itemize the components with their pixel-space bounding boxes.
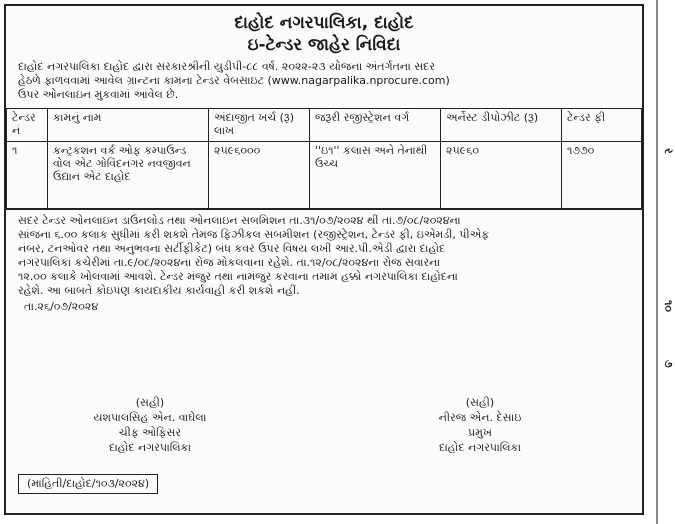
cell-tender-no: ૧ xyxy=(7,142,48,209)
cell-registration: ''ઇ૧'' કલાસ અને તેનાથી ઉચ્ચ xyxy=(310,142,441,209)
col-header-registration: જરૂરી રજીસ્ટ્રેશન વર્ગ xyxy=(310,109,441,142)
adjacent-column-fragment xyxy=(662,0,675,524)
signature-mark: (સહી) xyxy=(135,396,165,409)
cell-earnest-deposit: ૨૫૯૬૦ xyxy=(441,142,562,209)
signature-mark: (સહી) xyxy=(465,396,495,409)
terms-line: નંબર, ટનઓવર તથા અનુભવના સર્ટીફીકેટ) બંધ કવર ઉપર વિષય લખી આર.પી.એડી દ્વારા દાહોદ xyxy=(18,242,446,255)
signatory-chief-officer xyxy=(60,395,240,455)
terms-line: સદર ટેન્ડર ઓનલાઇન ડાઉનલોડ તથા ઓનલાઇન સબમિશન તા.૩૧/૦૭/૨૦૨૪ થી તા.૭/૦૮/૨૦૨૪ના xyxy=(18,214,461,227)
fragment-text: ર xyxy=(662,148,675,154)
terms-paragraph xyxy=(6,209,642,298)
signatory-office: દાહોદ નગરપાલિકા xyxy=(438,441,522,454)
fragment-text: ૧૦ xyxy=(662,300,675,313)
notice-subtitle: ઇ-ટેન્ડર જાહેર નિવિદા xyxy=(247,35,401,55)
col-header-estimate: અંદાજીત ખર્ચ (રૂ) લાખ xyxy=(209,109,310,142)
cell-work-name: કન્ટ્રકશન વર્ક ઓફ કમ્પાઉન્ડ વોલ એટ ગોવિંદનગર નવજીવન ઉદ્યાન એટ દાહોદ xyxy=(48,142,209,209)
reference-number: (માહિતી/દાહોદ/૧૦૩/૨૦૨૪) xyxy=(18,474,158,494)
intro-paragraph xyxy=(6,56,642,102)
terms-line: રહેશે. આ બાબતે કોઇપણ કાયદાકીય કાર્યવાહી કરી શકશે નહીં. xyxy=(18,284,300,297)
tender-table xyxy=(6,108,642,209)
col-header-earnest-deposit: અર્નેસ્ટ ડીપોઝીટ (રૂ) xyxy=(441,109,562,142)
intro-line: હેઠળે ફાળવવામાં આવેલ ગ્રાન્ટના કામના ટેન્ડર વેબસાઇટ (www.nagarpalika.nprocure.com) xyxy=(18,74,450,87)
signatory-name: યશપાલસિહ એન. વાઘેલા xyxy=(93,411,207,424)
signatory-president xyxy=(390,395,570,455)
signatory-office: દાહોદ નગરપાલિકા xyxy=(108,441,192,454)
table-header-row xyxy=(7,109,642,142)
signatory-name: નીરજ એન. દેસાઇ xyxy=(438,411,522,424)
terms-line: સાંજના ૬.૦૦ કલાક સુધીમાં કરી શકશે તેમજ ફિઝીકલ સબમીશન (રજીસ્ટ્રેશન, ટેન્ડર ફી, ઇએમડી, પીએફ xyxy=(18,228,490,241)
column-divider xyxy=(656,0,658,524)
col-header-tender-no: ટેન્ડર નં xyxy=(7,109,48,142)
signatory-designation: પ્રમુખ xyxy=(468,426,492,439)
intro-line: દાહોદ નગરપાલિકા દાહોદ દ્વારા સરકારશ્રીની યુડીપી-૮૮ વર્ષ. ૨૦૨૨-૨૩ યોજના અંતર્ગતના સદર xyxy=(18,60,436,73)
intro-line: ઉપર ઓનલાઇન મુકવામાં આવેલ છે. xyxy=(18,88,179,101)
terms-line: નગરપાલિકા કચેરીમાં તા.૯/૦૮/૨૦૨૪ના રોજ મોકલવાના રહેશે. તા.૧૨/૦૮/૨૦૨૪ના રોજ સવારના xyxy=(18,256,441,269)
cell-tender-fee: ૧૭૭૦ xyxy=(562,142,642,209)
table-row xyxy=(7,142,642,209)
cell-estimate: ૨૫૯૬૦૦૦ xyxy=(209,142,310,209)
terms-line: ૧૨.૦૦ કલાકે ખોલવામાં આવશે. ટેન્ડર મંજુર તથા નામંજુર કરવાના તમામ હક્કો નગરપાલિકા દાહોદના xyxy=(18,270,458,283)
signatory-designation: ચીફ ઓફિસર xyxy=(118,426,182,439)
notice-date: તા.૨૬/૦૭/૨૦૨૪ xyxy=(24,300,99,313)
fragment-text: ૭ xyxy=(662,360,675,368)
col-header-tender-fee: ટેન્ડર ફી xyxy=(562,109,642,142)
col-header-work-name: કામનું નામ xyxy=(48,109,209,142)
notice-title: દાહોદ નગરપાલિકા, દાહોદ xyxy=(234,13,414,33)
